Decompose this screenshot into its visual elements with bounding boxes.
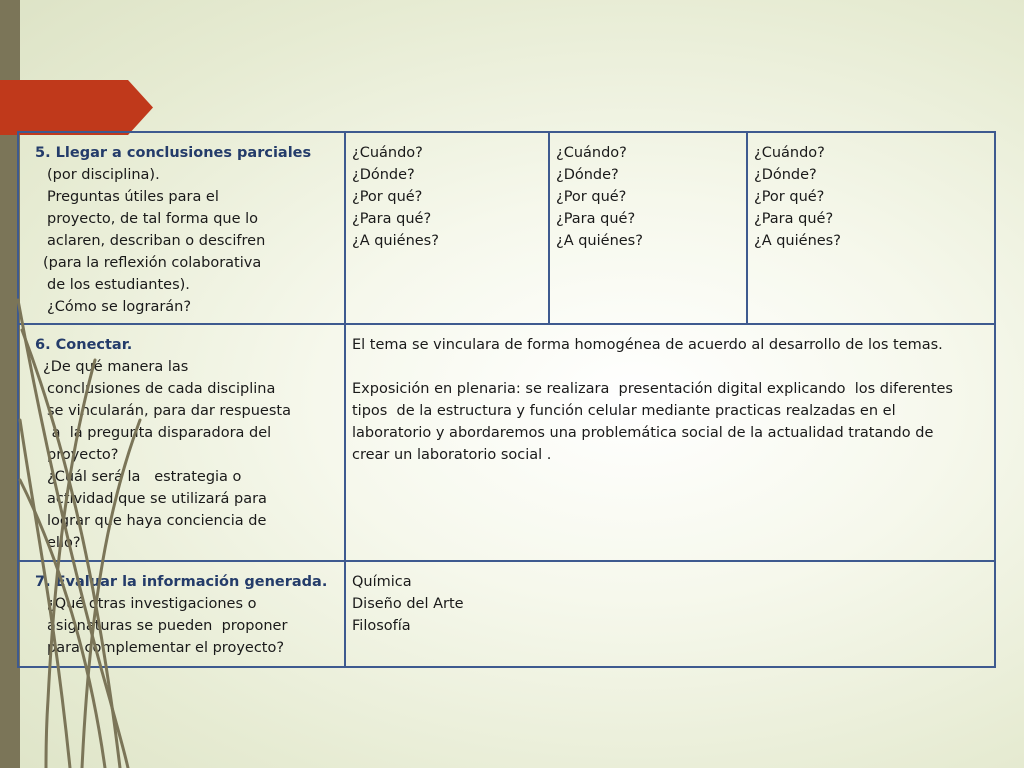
question-line: ¿Cómo se lograrán? [47, 299, 192, 315]
questions-cell [345, 132, 549, 324]
table-row [18, 324, 995, 561]
question-item: ¿Cuándo? [754, 145, 825, 161]
question-cell-7 [18, 561, 345, 667]
row-heading: 5. Llegar a conclusiones parciales [35, 145, 312, 161]
question-line: ¿De qué manera las [43, 359, 189, 375]
question-item: ¿Dónde? [352, 167, 415, 183]
question-line: de los estudiantes). [47, 277, 190, 293]
question-item: ¿Por qué? [352, 189, 423, 205]
question-item: ¿A quiénes? [556, 233, 643, 249]
answer-cell-7 [345, 561, 995, 667]
question-item: ¿Para qué? [754, 211, 834, 227]
subject-item: Filosofía [352, 618, 411, 634]
answer-cell-6 [345, 324, 995, 561]
question-line: a la pregunta disparadora del [47, 425, 272, 441]
row-heading: 7. Evaluar la información generada. [35, 574, 328, 590]
answer-line: Exposición en plenaria: se realizara presentación digital explicando los diferentes [352, 381, 953, 397]
question-line: ¿Qué otras investigaciones o [47, 596, 257, 612]
question-item: ¿Para qué? [352, 211, 432, 227]
question-line: asignaturas se pueden proponer [47, 618, 288, 634]
answer-paragraph: El tema se vinculara de forma homogénea de acuerdo al desarrollo de los temas. [352, 337, 943, 353]
table-row [18, 561, 995, 667]
question-line: (para la reflexión colaborativa [43, 255, 262, 271]
question-line: para complementar el proyecto? [47, 640, 285, 656]
questions-cell [747, 132, 995, 324]
subject-item: Diseño del Arte [352, 596, 464, 612]
answer-line: crear un laboratorio social . [352, 447, 552, 463]
question-line: (por disciplina). [47, 167, 160, 183]
question-line: conclusiones de cada disciplina [47, 381, 276, 397]
question-line: se vincularán, para dar respuesta [47, 403, 291, 419]
question-item: ¿Por qué? [754, 189, 825, 205]
question-item: ¿Cuándo? [556, 145, 627, 161]
answer-line: tipos de la estructura y función celular mediante practicas realzadas en el [352, 403, 896, 419]
question-item: ¿Cuándo? [352, 145, 423, 161]
question-line: ello? [47, 535, 81, 551]
question-item: ¿Por qué? [556, 189, 627, 205]
questions-cell [549, 132, 747, 324]
red-arrow-tab [0, 80, 153, 135]
question-line: actividad que se utilizará para [47, 491, 267, 507]
question-line: proyecto, de tal forma que lo [47, 211, 259, 227]
question-line: aclaren, describan o descifren [47, 233, 266, 249]
subject-item: Química [352, 574, 412, 590]
answer-line: laboratorio y abordaremos una problemática social de la actualidad tratando de [352, 425, 934, 441]
question-cell-6 [18, 324, 345, 561]
question-item: ¿Para qué? [556, 211, 636, 227]
question-line: proyecto? [47, 447, 119, 463]
question-item: ¿A quiénes? [754, 233, 841, 249]
table-row [18, 132, 995, 324]
question-cell-5 [18, 132, 345, 324]
question-item: ¿Dónde? [754, 167, 817, 183]
project-table [17, 131, 996, 668]
question-line: ¿Cuál será la estrategia o [47, 469, 242, 485]
question-item: ¿Dónde? [556, 167, 619, 183]
question-line: lograr que haya conciencia de [47, 513, 267, 529]
question-item: ¿A quiénes? [352, 233, 439, 249]
row-heading: 6. Conectar. [35, 337, 133, 353]
question-line: Preguntas útiles para el [47, 189, 219, 205]
